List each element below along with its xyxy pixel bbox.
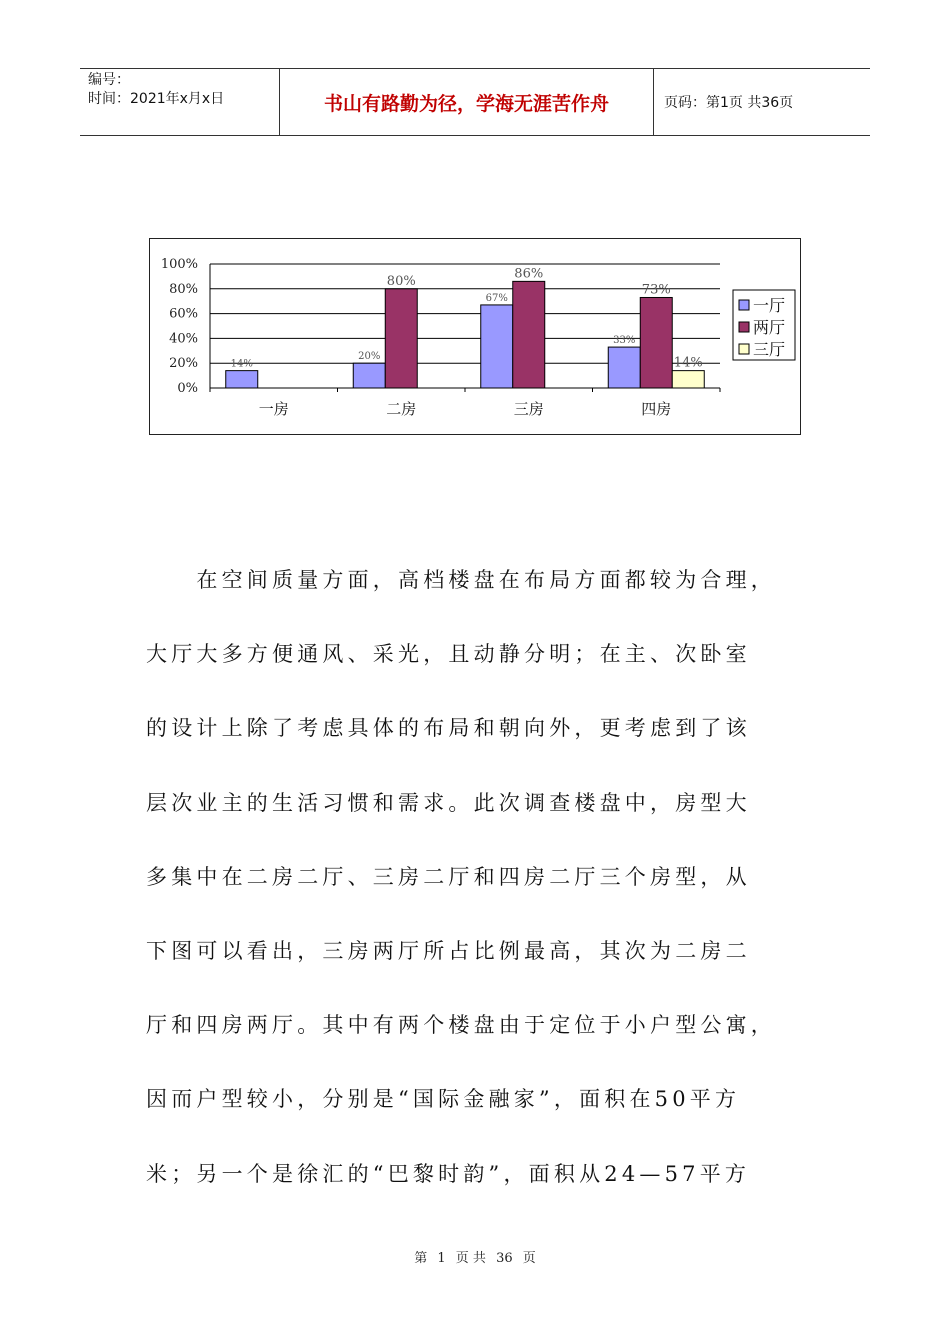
data-label: 73% xyxy=(641,282,671,298)
paragraph-line: 的设计上除了考虑具体的布局和朝向外，更考虑到了该 xyxy=(146,716,751,741)
footer-total-pages: 36 xyxy=(496,1251,513,1266)
bar xyxy=(608,347,640,388)
bar xyxy=(513,281,545,388)
body-paragraph xyxy=(146,543,818,1211)
data-label: 67% xyxy=(485,292,508,304)
page-info-text: 页码：第1页 共36页 xyxy=(664,95,794,111)
room-type-chart xyxy=(149,238,801,435)
x-tick-label: 四房 xyxy=(641,400,672,418)
legend-swatch xyxy=(739,344,749,354)
bar xyxy=(481,305,513,388)
time-label: 时间：2021年x月x日 xyxy=(88,91,225,107)
y-tick-label: 0% xyxy=(177,381,198,396)
y-tick-label: 40% xyxy=(169,331,198,347)
x-tick-label: 二房 xyxy=(386,400,417,418)
header-page-info xyxy=(654,69,870,135)
data-label: 33% xyxy=(613,335,636,347)
legend-label: 一厅 xyxy=(753,296,786,315)
bar xyxy=(640,297,672,388)
paragraph-line: 大厅大多方便通风、采光，且动静分明；在主、次卧室 xyxy=(146,642,751,667)
y-tick-label: 100% xyxy=(160,257,198,272)
y-tick-label: 20% xyxy=(169,356,198,372)
legend-label: 三厅 xyxy=(753,340,786,359)
footer-current-page: 1 xyxy=(437,1251,446,1266)
paragraph-line: 厅和四房两厅。其中有两个楼盘由于定位于小户型公寓， xyxy=(146,1013,776,1038)
footer-mid: 页 共 xyxy=(455,1251,486,1266)
paragraph-line: 在空间质量方面，高档楼盘在布局方面都较为合理， xyxy=(146,568,776,592)
y-tick-label: 80% xyxy=(169,281,198,297)
number-label: 编号： xyxy=(88,72,130,88)
paragraph-line: 下图可以看出，三房两厅所占比例最高，其次为二房二 xyxy=(146,939,751,964)
bar xyxy=(385,289,417,388)
paragraph-line: 因而户型较小，分别是“国际金融家”，面积在50平方 xyxy=(146,1087,741,1112)
bar xyxy=(353,363,385,388)
chart-svg xyxy=(150,239,802,436)
header-meta xyxy=(80,69,280,135)
data-label: 86% xyxy=(514,266,544,282)
legend-label: 两厅 xyxy=(753,318,786,337)
bar xyxy=(672,371,704,388)
page-footer xyxy=(0,1247,950,1266)
footer-suffix: 页 xyxy=(522,1251,536,1266)
data-label: 14% xyxy=(230,358,253,370)
legend-swatch xyxy=(739,300,749,310)
bar xyxy=(226,371,258,388)
header-motto: 书山有路勤为径，学海无涯苦作舟 xyxy=(280,69,654,135)
x-tick-label: 一房 xyxy=(258,400,289,418)
x-tick-label: 三房 xyxy=(513,400,544,418)
legend-swatch xyxy=(739,322,749,332)
document-header xyxy=(80,68,870,136)
paragraph-line: 米；另一个是徐汇的“巴黎时韵”，面积从24—57平方 xyxy=(146,1161,751,1186)
y-tick-label: 60% xyxy=(169,306,198,322)
data-label: 20% xyxy=(358,351,381,363)
data-label: 14% xyxy=(673,355,703,371)
footer-prefix: 第 xyxy=(414,1251,428,1266)
paragraph-line: 多集中在二房二厅、三房二厅和四房二厅三个房型，从 xyxy=(146,864,751,889)
data-label: 80% xyxy=(386,273,416,289)
paragraph-line: 层次业主的生活习惯和需求。此次调查楼盘中，房型大 xyxy=(146,790,751,815)
